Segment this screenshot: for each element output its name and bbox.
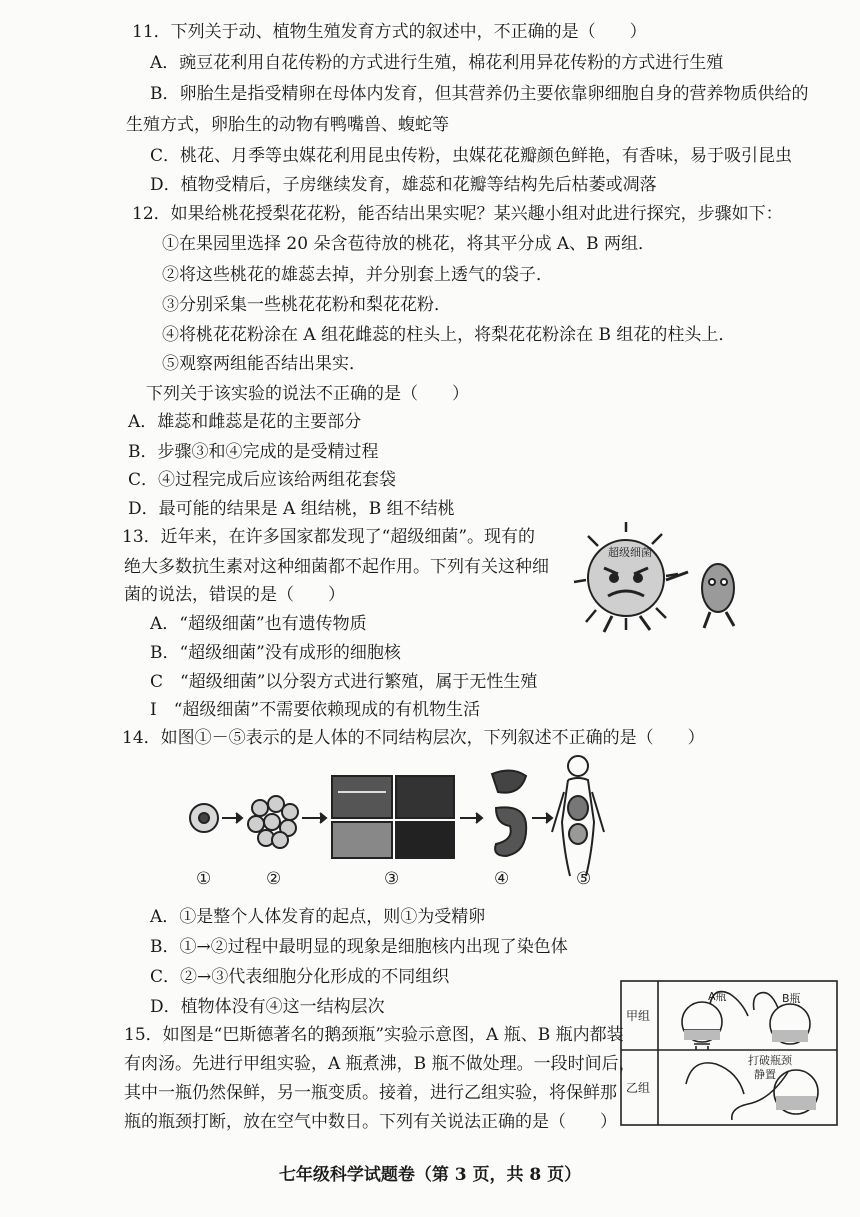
body-structure-levels-figure bbox=[180, 752, 620, 892]
q12-option-c: C．④过程完成后应该给两组花套袋 bbox=[128, 470, 397, 490]
q11-option-b-line1: B．卵胎生是指受精卵在母体内发育，但其营养仍主要依靠卵细胞自身的营养物质供给的 bbox=[150, 84, 809, 104]
q12-option-b: B．步骤③和④完成的是受精过程 bbox=[128, 442, 379, 462]
bottle-b-label: B瓶 bbox=[782, 992, 801, 1005]
superbug-label: 超级细菌 bbox=[608, 546, 652, 559]
q14-option-a: A．①是整个人体发育的起点，则①为受精卵 bbox=[150, 907, 486, 927]
superbug-cartoon bbox=[568, 520, 758, 638]
page-footer: 七年级科学试题卷（第 3 页，共 8 页） bbox=[278, 1165, 582, 1185]
q15-stem-line2: 有肉汤。先进行甲组实验，A 瓶煮沸，B 瓶不做处理。一段时间后， bbox=[124, 1054, 636, 1074]
level-label-2: ② bbox=[266, 869, 282, 889]
q11-option-b-line2: 生殖方式，卵胎生的动物有鸭嘴兽、蝮蛇等 bbox=[126, 115, 449, 135]
q12-step-1: ①在果园里选择 20 朵含苞待放的桃花，将其平分成 A、B 两组． bbox=[162, 234, 656, 254]
q14-stem: 14．如图①－⑤表示的是人体的不同结构层次，下列叙述不正确的是（ ） bbox=[122, 728, 705, 748]
group1-label: 甲组 bbox=[626, 1009, 651, 1023]
q13-option-b: B．“超级细菌”没有成形的细胞核 bbox=[150, 643, 401, 663]
level-label-4: ④ bbox=[494, 869, 510, 889]
q14-option-c: C．②→③代表细胞分化形成的不同组织 bbox=[150, 967, 450, 987]
q12-option-d: D．最可能的结果是 A 组结桃，B 组不结桃 bbox=[128, 499, 455, 519]
q13-stem-line3: 菌的说法，错误的是（ ） bbox=[124, 585, 345, 605]
q13-option-c: C “超级细菌”以分裂方式进行繁殖，属于无性生殖 bbox=[150, 672, 538, 692]
bottle-a-label: A瓶 bbox=[708, 990, 727, 1003]
q12-step-4: ④将桃花花粉涂在 A 组花雌蕊的柱头上，将梨花花粉涂在 B 组花的柱头上． bbox=[162, 325, 736, 345]
q12-stem: 12．如果给桃花授梨花花粉，能否结出果实呢？某兴趣小组对此进行探究，步骤如下： bbox=[132, 204, 783, 224]
q14-option-d: D．植物体没有④这一结构层次 bbox=[150, 997, 385, 1017]
q11-stem: 11．下列关于动、植物生殖发育方式的叙述中，不正确的是（ ） bbox=[132, 22, 647, 42]
level-label-5: ⑤ bbox=[576, 869, 592, 889]
group2-label: 乙组 bbox=[626, 1081, 651, 1095]
q15-stem-line3: 其中一瓶仍然保鲜，另一瓶变质。接着，进行乙组实验，将保鲜那 bbox=[124, 1083, 617, 1103]
q13-stem-line1: 13．近年来，在许多国家都发现了“超级细菌”。现有的 bbox=[122, 527, 536, 547]
q13-option-d: I “超级细菌”不需要依赖现成的有机物生活 bbox=[150, 700, 481, 720]
q15-stem-line4: 瓶的瓶颈打断，放在空气中数日。下列有关说法正确的是（ ） bbox=[124, 1112, 617, 1132]
q11-option-c: C．桃花、月季等虫媒花利用昆虫传粉，虫媒花花瓣颜色鲜艳，有香味，易于吸引昆虫 bbox=[150, 146, 793, 166]
q13-option-a: A．“超级细菌”也有遗传物质 bbox=[150, 614, 367, 634]
q11-option-d: D．植物受精后，子房继续发育，雄蕊和花瓣等结构先后枯萎或凋落 bbox=[150, 175, 657, 195]
q12-step-5: ⑤观察两组能否结出果实． bbox=[162, 354, 366, 374]
q15-stem-line1: 15．如图是“巴斯德著名的鹅颈瓶”实验示意图，A 瓶、B 瓶内都装 bbox=[124, 1025, 624, 1045]
level-label-3: ③ bbox=[384, 869, 400, 889]
let-stand-label: 静置 bbox=[754, 1068, 776, 1081]
q13-stem-line2: 绝大多数抗生素对这种细菌都不起作用。下列有关这种细 bbox=[124, 557, 549, 577]
q12-step-2: ②将这些桃花的雄蕊去掉，并分别套上透气的袋子． bbox=[162, 265, 553, 285]
q11-option-a: A．豌豆花利用自花传粉的方式进行生殖，棉花利用异花传粉的方式进行生殖 bbox=[150, 53, 724, 73]
q12-question: 下列关于该实验的说法不正确的是（ ） bbox=[146, 384, 469, 404]
q12-option-a: A．雄蕊和雌蕊是花的主要部分 bbox=[128, 412, 362, 432]
swan-neck-flask-figure bbox=[620, 980, 838, 1126]
level-label-1: ① bbox=[196, 869, 212, 889]
q12-step-3: ③分别采集一些桃花花粉和梨花花粉． bbox=[162, 295, 451, 315]
break-neck-label: 打破瓶颈 bbox=[748, 1054, 792, 1067]
q14-option-b: B．①→②过程中最明显的现象是细胞核内出现了染色体 bbox=[150, 937, 568, 957]
